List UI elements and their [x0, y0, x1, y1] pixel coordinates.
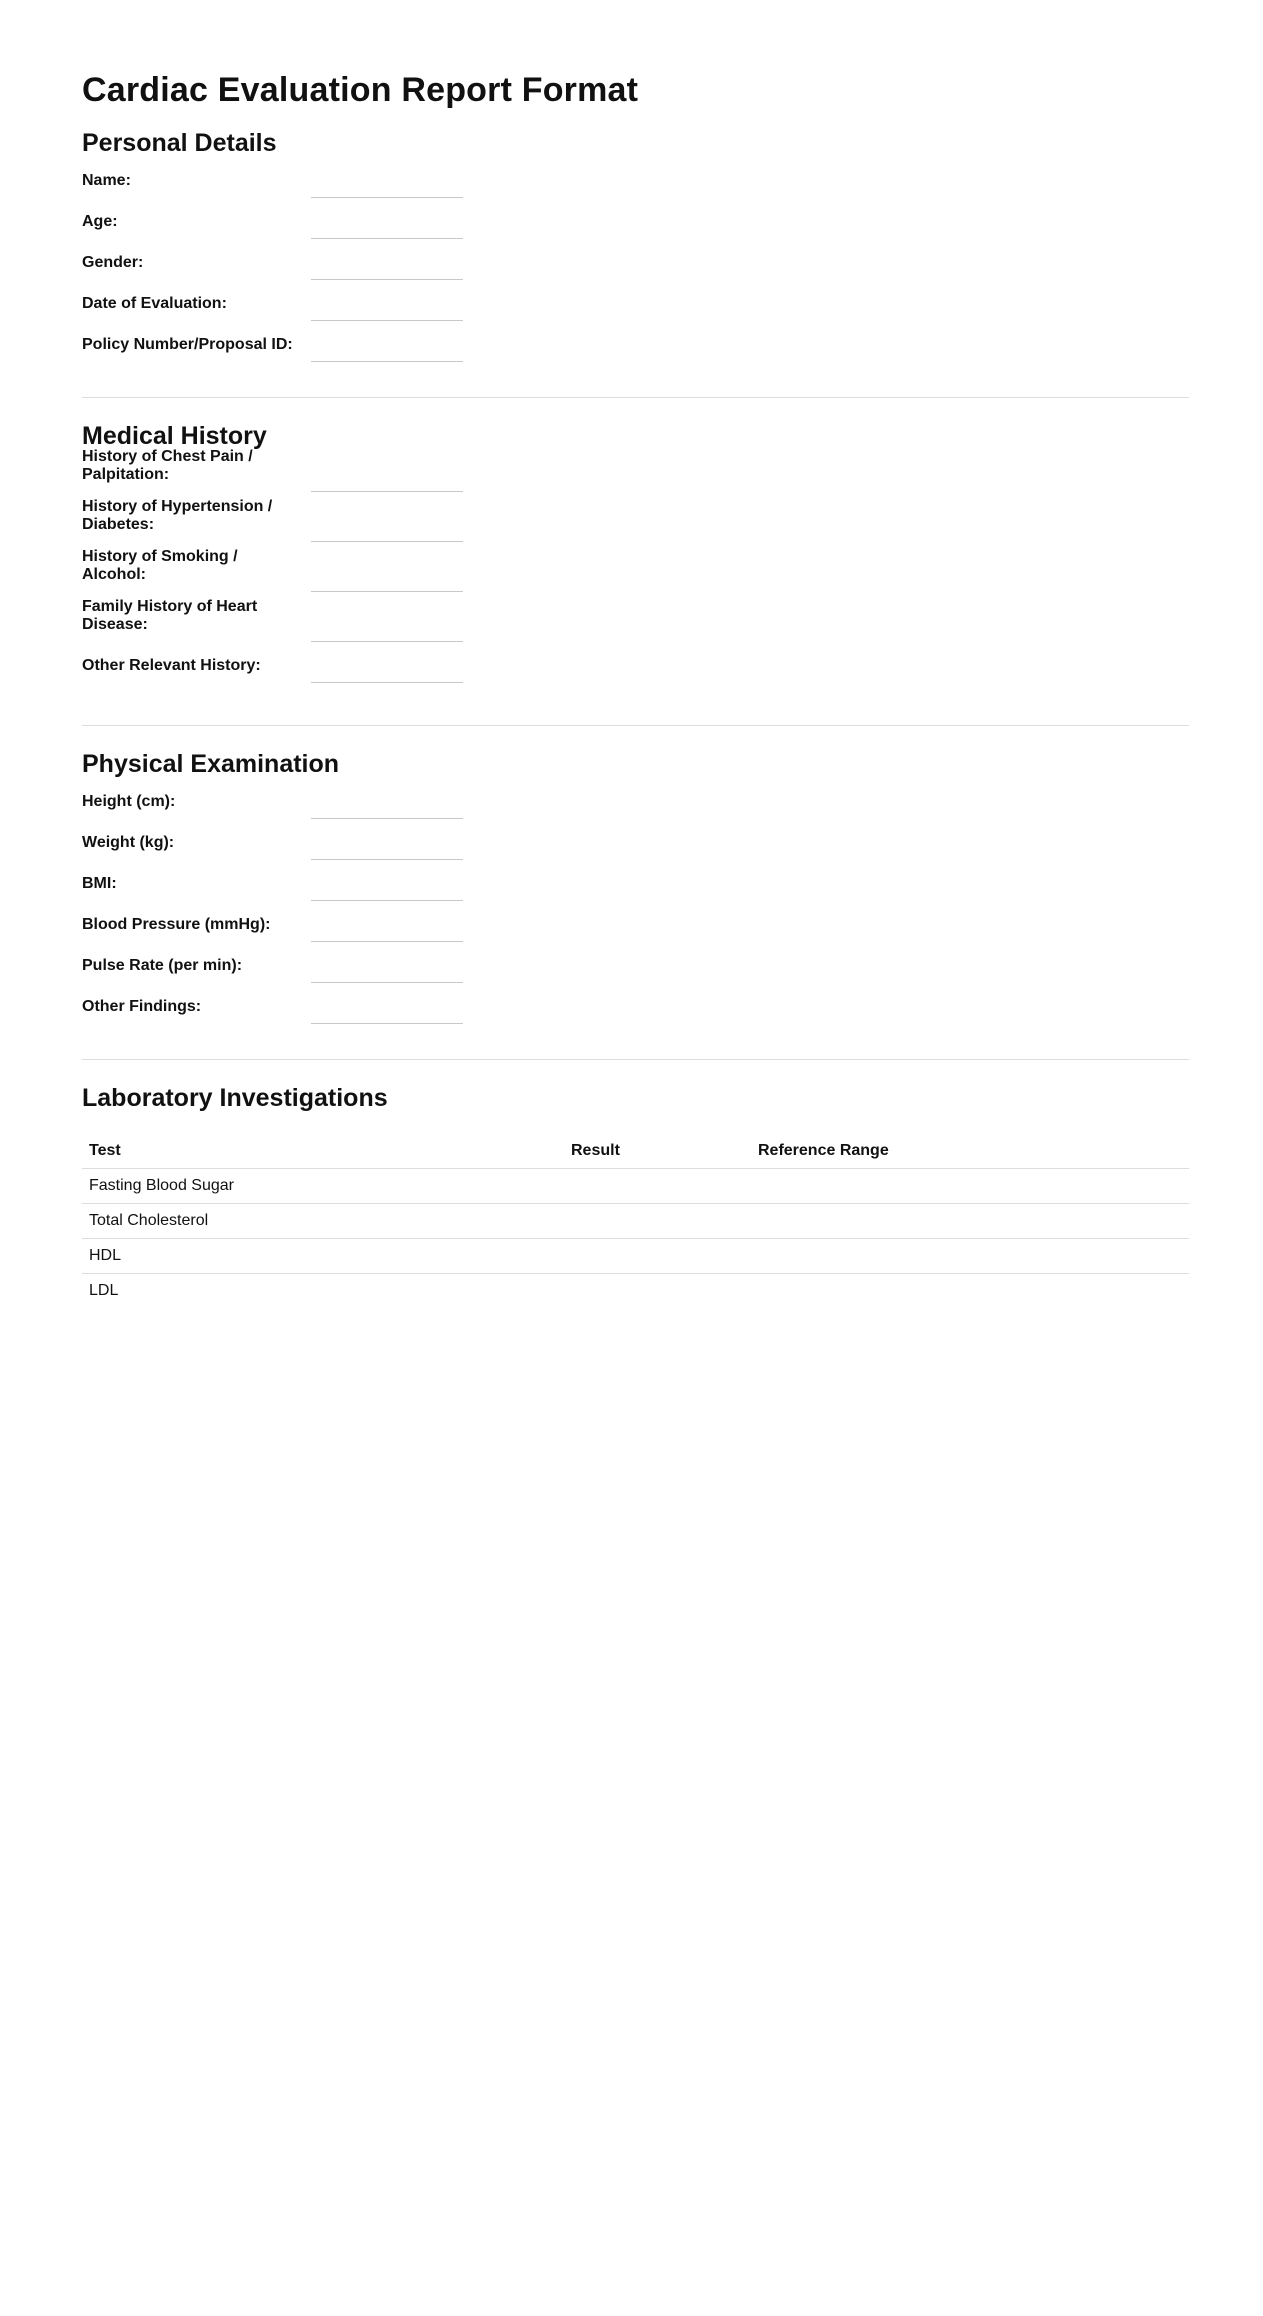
table-row [82, 1274, 1189, 1309]
field-name [82, 166, 782, 206]
cell-reference-range[interactable] [751, 1204, 1189, 1239]
field-date-of-evaluation [82, 289, 782, 329]
field-family-history [82, 598, 782, 650]
column-header-test: Test [82, 1134, 564, 1169]
field-label: Name: [82, 172, 131, 189]
field-input-line[interactable] [311, 982, 463, 983]
field-policy-number [82, 330, 782, 370]
section-title-physical-examination: Physical Examination [82, 750, 340, 778]
field-label: Gender: [82, 254, 144, 271]
document-title: Cardiac Evaluation Report Format [82, 71, 639, 109]
cell-test: Fasting Blood Sugar [82, 1169, 564, 1204]
table-row [82, 1204, 1189, 1239]
cell-result[interactable] [564, 1169, 751, 1204]
field-label: History of Smoking / Alcohol: [82, 548, 238, 583]
column-header-reference-range: Reference Range [751, 1134, 1189, 1169]
field-input-line[interactable] [311, 279, 463, 280]
field-weight [82, 828, 782, 868]
section-divider [82, 397, 1189, 398]
cell-result[interactable] [564, 1239, 751, 1274]
table-row [82, 1239, 1189, 1274]
cell-reference-range[interactable] [751, 1169, 1189, 1204]
field-input-line[interactable] [311, 818, 463, 819]
field-input-line[interactable] [311, 941, 463, 942]
field-label: Other Findings: [82, 998, 202, 1015]
field-input-line[interactable] [311, 197, 463, 198]
field-label: History of Chest Pain / Palpitation: [82, 448, 253, 483]
table-row [82, 1169, 1189, 1204]
field-bmi [82, 869, 782, 909]
cell-result[interactable] [564, 1274, 751, 1309]
field-label: Pulse Rate (per min): [82, 957, 243, 974]
field-label: Family History of Heart Disease: [82, 598, 258, 633]
field-label: Date of Evaluation: [82, 295, 227, 312]
field-input-line[interactable] [311, 591, 463, 592]
field-height [82, 787, 782, 827]
field-age [82, 207, 782, 247]
field-input-line[interactable] [311, 1023, 463, 1024]
field-label: BMI: [82, 875, 117, 892]
field-label: History of Hypertension / Diabetes: [82, 498, 273, 533]
field-label: Blood Pressure (mmHg): [82, 916, 271, 933]
cell-reference-range[interactable] [751, 1239, 1189, 1274]
field-label: Age: [82, 213, 118, 230]
section-divider [82, 725, 1189, 726]
section-title-medical-history: Medical History [82, 422, 267, 450]
cell-test: Total Cholesterol [82, 1204, 564, 1239]
field-other-history [82, 651, 782, 691]
field-input-line[interactable] [311, 491, 463, 492]
section-title-laboratory-investigations: Laboratory Investigations [82, 1084, 388, 1112]
cell-test: HDL [82, 1239, 564, 1274]
section-divider [82, 1059, 1189, 1060]
cell-result[interactable] [564, 1204, 751, 1239]
field-gender [82, 248, 782, 288]
field-other-findings [82, 992, 782, 1032]
field-label: Height (cm): [82, 793, 176, 810]
field-label: Weight (kg): [82, 834, 175, 851]
field-chest-pain-history [82, 448, 782, 500]
field-pulse-rate [82, 951, 782, 991]
section-title-personal-details: Personal Details [82, 129, 277, 157]
field-label: Policy Number/Proposal ID: [82, 336, 293, 353]
field-label: Other Relevant History: [82, 657, 261, 674]
field-input-line[interactable] [311, 900, 463, 901]
field-input-line[interactable] [311, 320, 463, 321]
field-blood-pressure [82, 910, 782, 950]
field-input-line[interactable] [311, 641, 463, 642]
field-smoking-history [82, 548, 782, 600]
field-input-line[interactable] [311, 859, 463, 860]
column-header-result: Result [564, 1134, 751, 1169]
field-input-line[interactable] [311, 361, 463, 362]
lab-results-table [82, 1134, 1189, 1308]
field-input-line[interactable] [311, 238, 463, 239]
field-input-line[interactable] [311, 541, 463, 542]
table-header-row [82, 1134, 1189, 1169]
field-hypertension-history [82, 498, 782, 550]
cell-test: LDL [89, 1282, 119, 1299]
field-input-line[interactable] [311, 682, 463, 683]
cell-reference-range[interactable] [751, 1274, 1189, 1309]
